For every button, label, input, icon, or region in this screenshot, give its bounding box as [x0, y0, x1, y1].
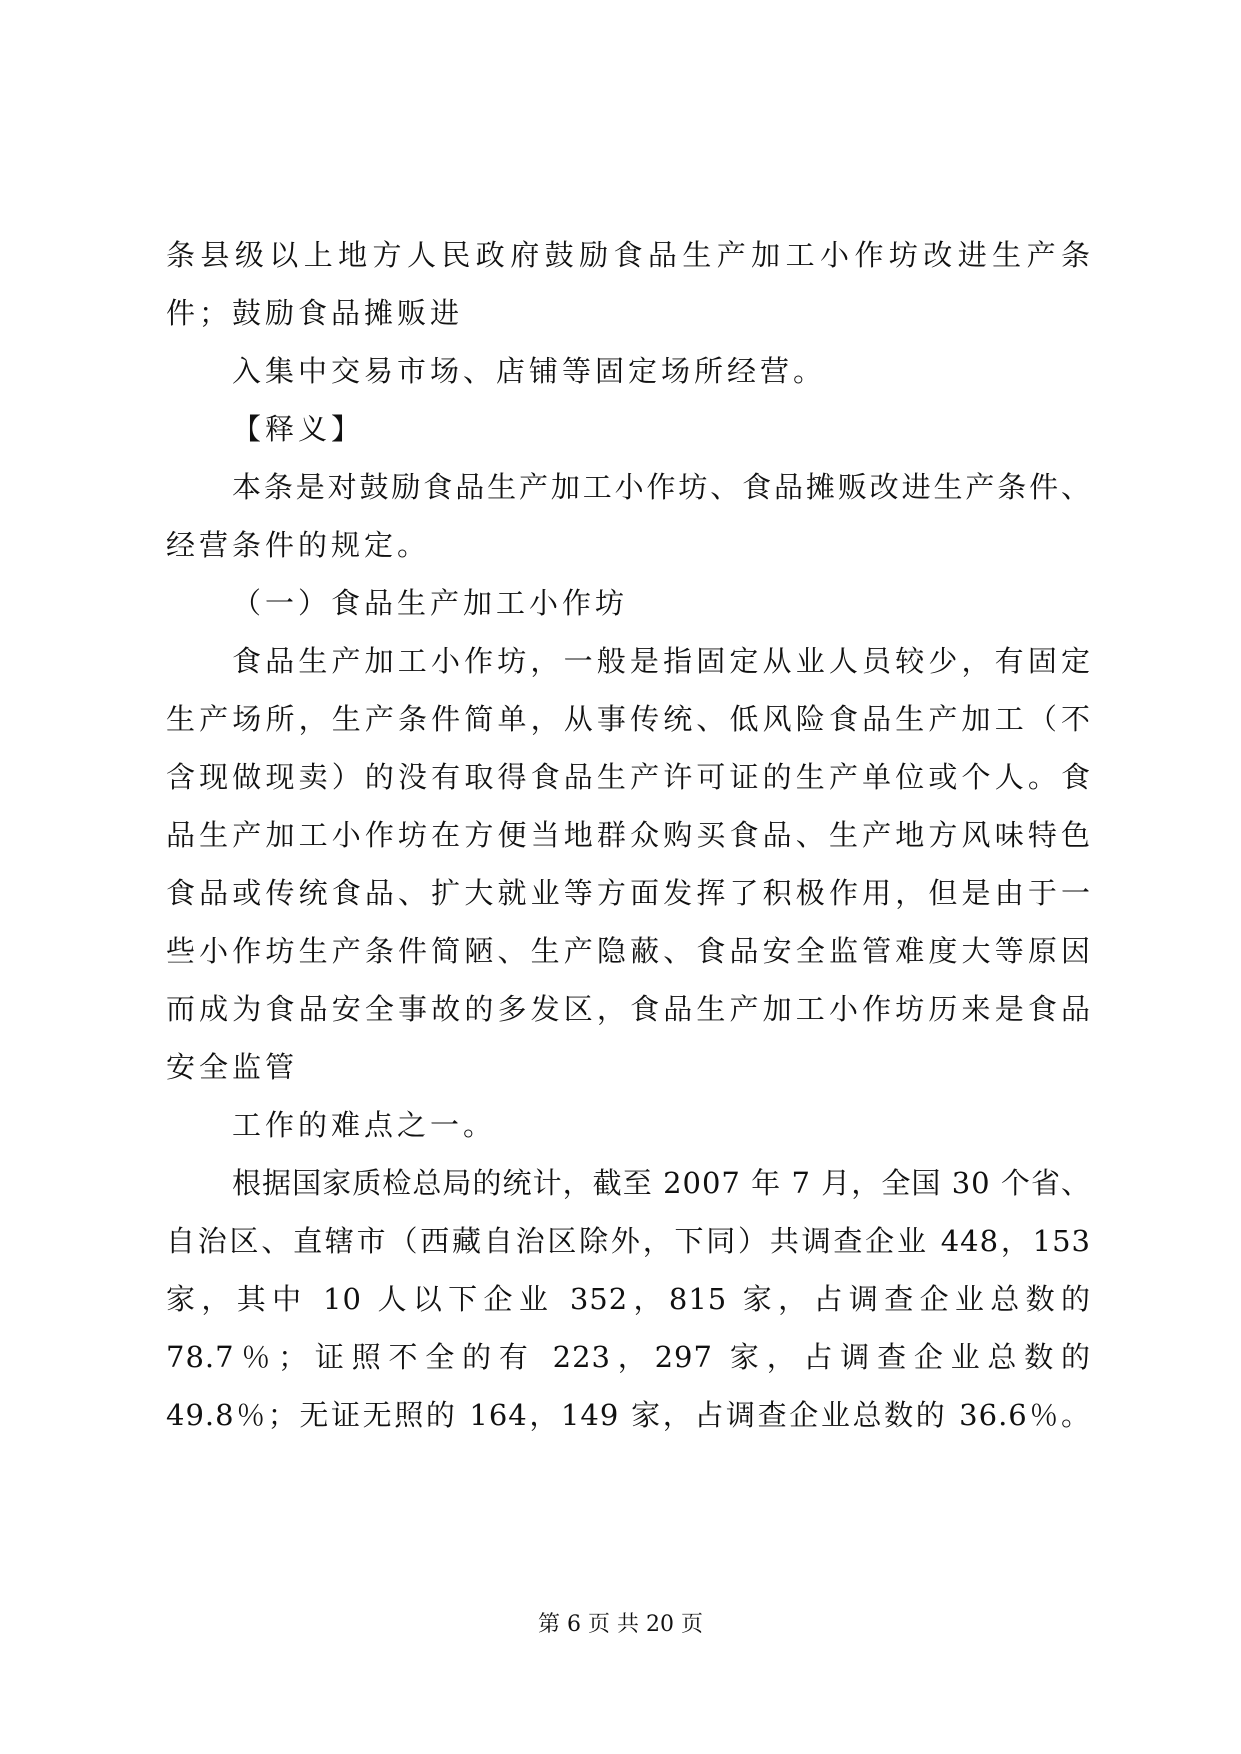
subheading: （一）食品生产加工小作坊 [232, 586, 629, 620]
text-line: 食品生产加工小作坊，一般是指固定从业人员较少，有固定 [232, 644, 1091, 678]
page-number: 第 6 页 共 20 页 [538, 1612, 703, 1637]
text-line: 入集中交易市场、店铺等固定场所经营。 [232, 354, 827, 388]
text-line: 自治区、直辖市（西藏自治区除外，下同）共调查企业 448，153 [166, 1224, 1091, 1258]
section-label: 【释义】 [232, 412, 365, 446]
text-line: 条县级以上地方人民政府鼓励食品生产加工小作坊改进生产条 [166, 238, 1091, 272]
text-line: 安全监管 [166, 1050, 299, 1084]
text-line: 而成为食品安全事故的多发区，食品生产加工小作坊历来是食品 [166, 992, 1091, 1026]
text-line: 生产场所，生产条件简单，从事传统、低风险食品生产加工（不 [166, 702, 1091, 736]
text-line: 78.7％；证照不全的有 223，297 家，占调查企业总数的 [166, 1340, 1091, 1374]
text-line: 家，其中 10 人以下企业 352，815 家，占调查企业总数的 [166, 1282, 1091, 1316]
text-line: 经营条件的规定。 [166, 528, 431, 562]
text-line: 工作的难点之一。 [232, 1108, 497, 1142]
text-line: 食品或传统食品、扩大就业等方面发挥了积极作用，但是由于一 [166, 876, 1091, 910]
text-line: 些小作坊生产条件简陋、生产隐蔽、食品安全监管难度大等原因 [166, 934, 1091, 968]
text-line: 含现做现卖）的没有取得食品生产许可证的生产单位或个人。食 [166, 760, 1091, 794]
document-body [166, 226, 1091, 1444]
text-line: 49.8％；无证无照的 164，149 家，占调查企业总数的 36.6％。 [166, 1398, 1091, 1432]
text-line: 件；鼓励食品摊贩进 [166, 296, 464, 330]
text-line: 品生产加工小作坊在方便当地群众购买食品、生产地方风味特色 [166, 818, 1091, 852]
text-line: 本条是对鼓励食品生产加工小作坊、食品摊贩改进生产条件、 [232, 470, 1091, 504]
text-line: 根据国家质检总局的统计，截至 2007 年 7 月，全国 30 个省、 [232, 1166, 1091, 1200]
